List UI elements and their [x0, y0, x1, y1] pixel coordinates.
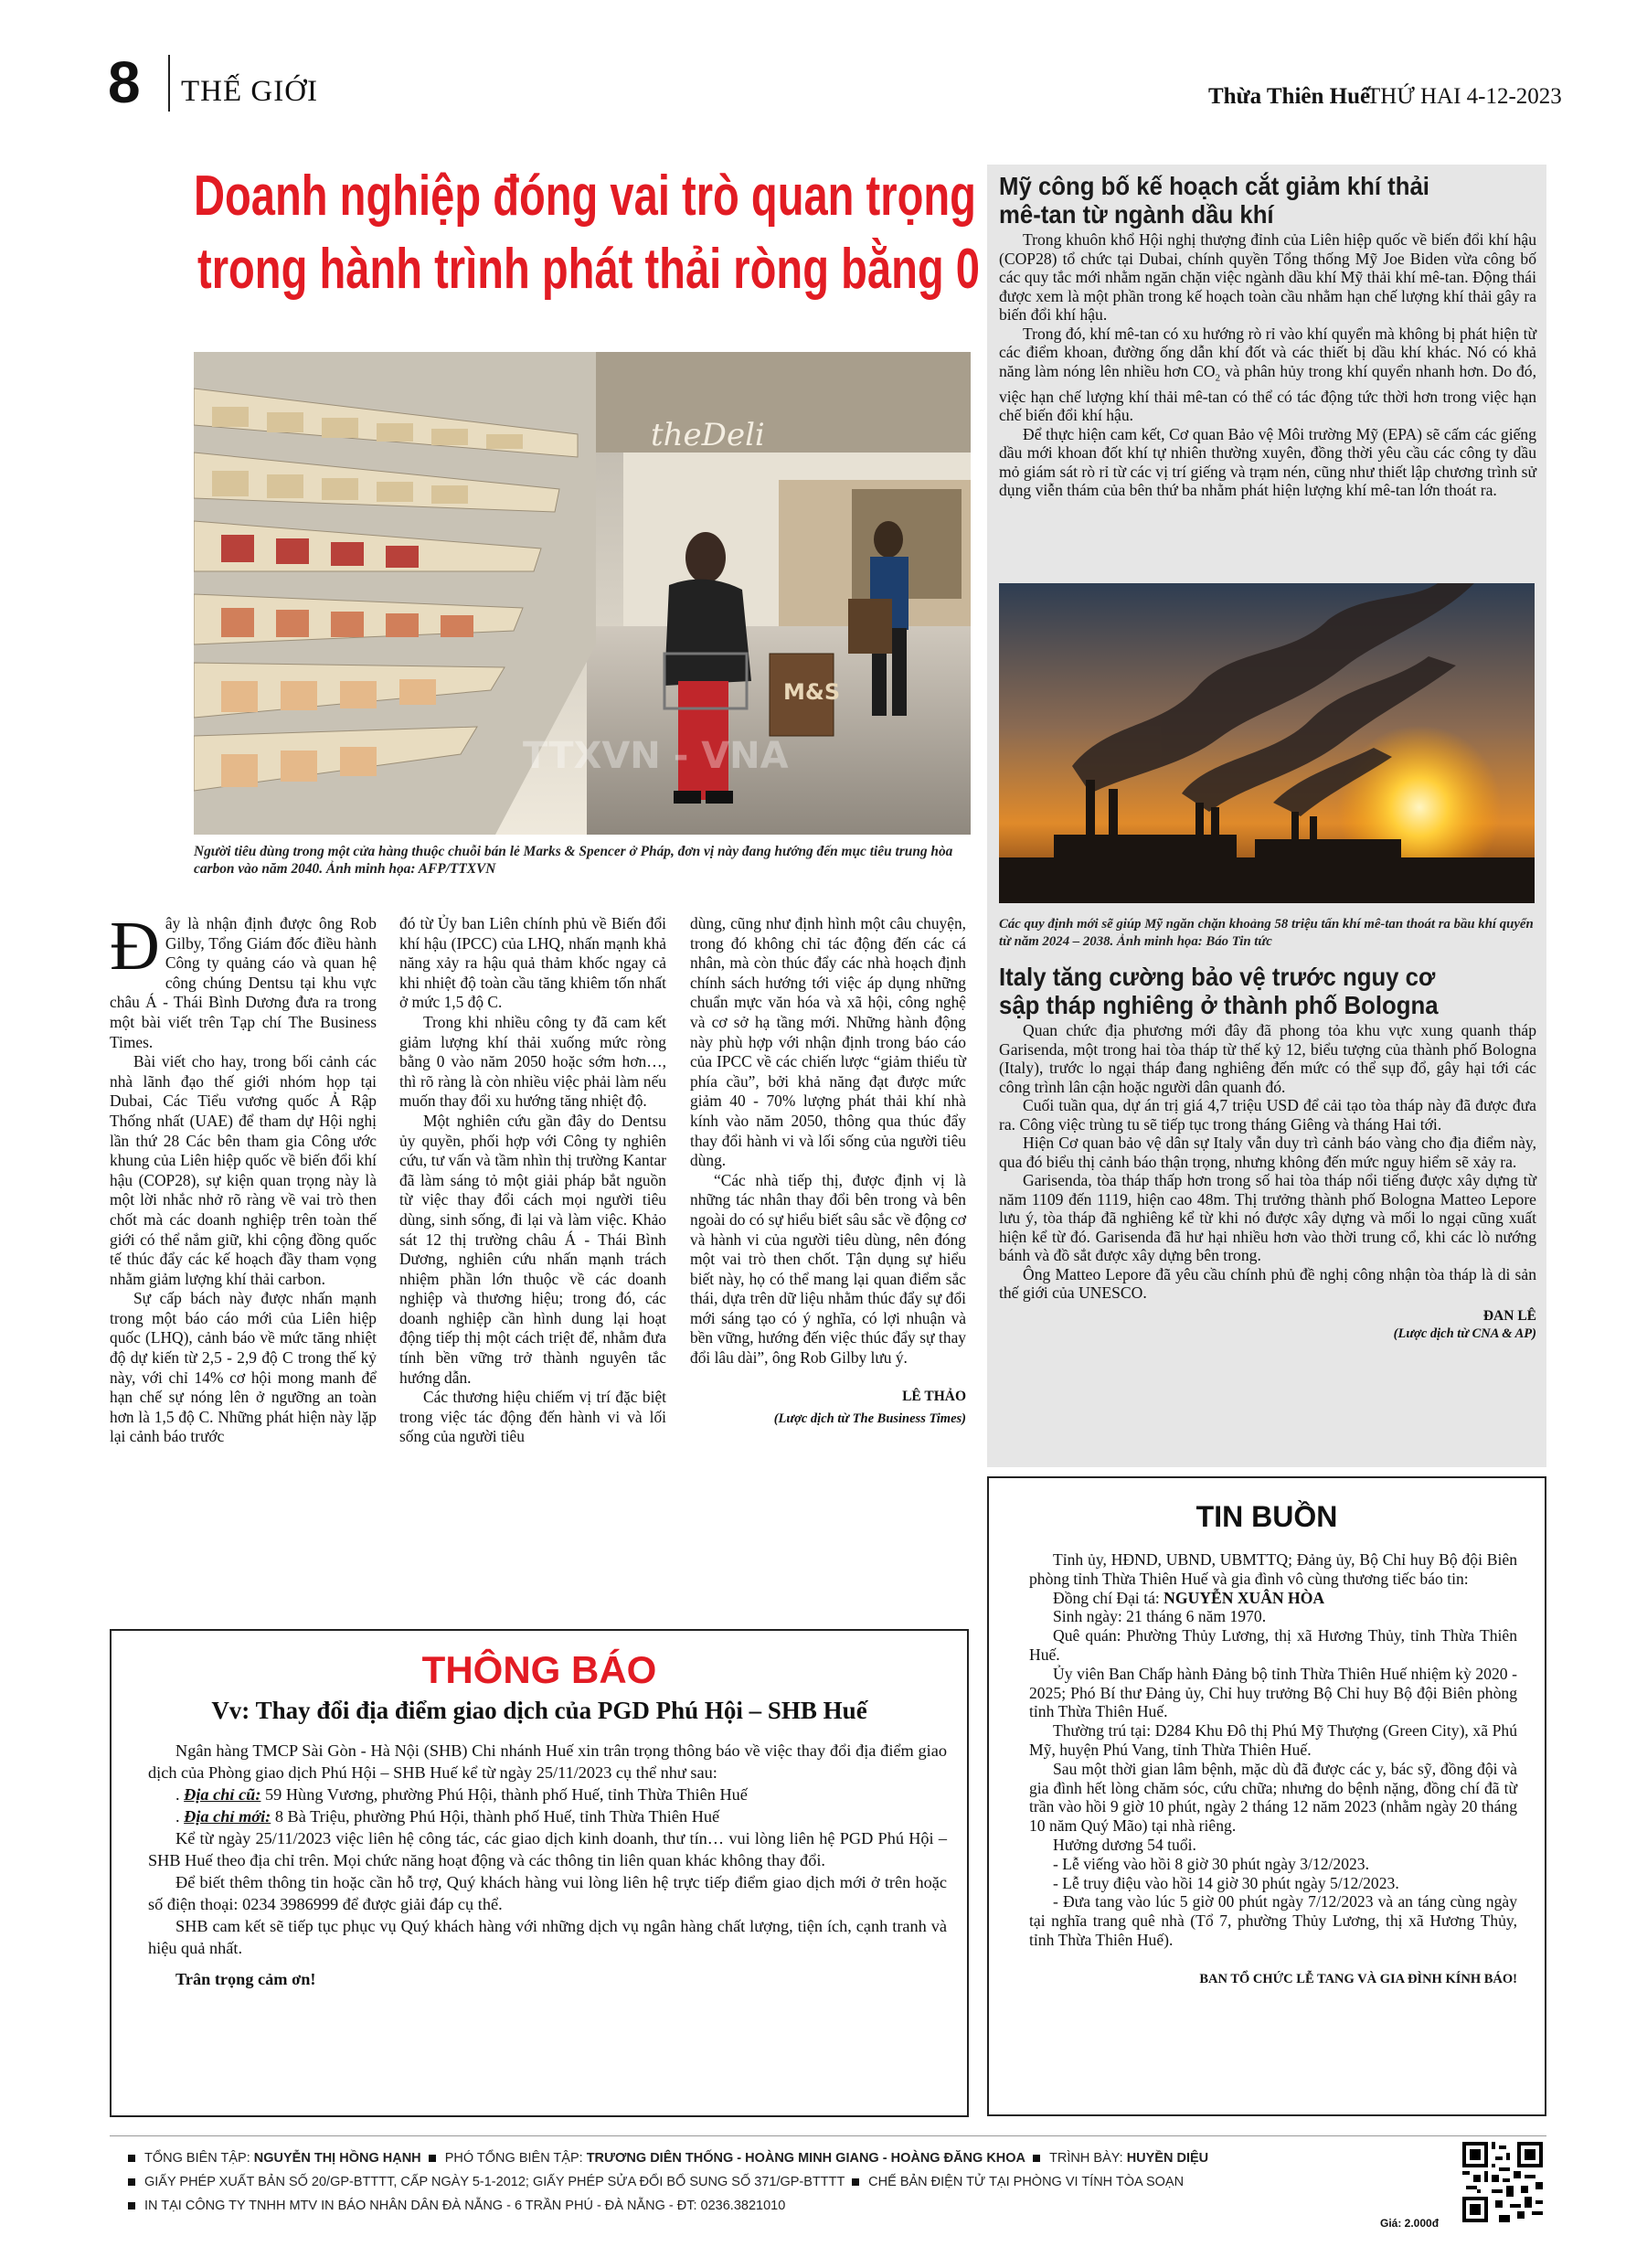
italy-paragraph: Cuối tuần qua, dự án trị giá 4,7 triệu USD để cải tạo tòa tháp này đã được đưa ra. Công việc trùng tu sẽ tiếp tục trong tháng Giêng và tháng Hai tới.: [999, 1096, 1536, 1134]
imprint-license: GIẤY PHÉP XUẤT BẢN SỐ 20/GP-BTTTT, CẤP NGÀY 5-1-2012; GIẤY PHÉP SỬA ĐỔI BỔ SUNG SỐ 371/GP-BTTTT CHẾ BẢN ĐIỆN TỬ TẠI PHÒNG VI TÍNH TÒA SOẠN: [128, 2173, 1184, 2191]
italy-paragraph: Ông Matteo Lepore đã yêu cầu chính phủ đề nghị công nhận tòa tháp là di sản thế giới của UNESCO.: [999, 1264, 1536, 1302]
notice-subtitle: Vv: Thay đổi địa điểm giao dịch của PGD Phú Hội – SHB Huế: [211, 1697, 867, 1724]
italy-author: ĐAN LÊ: [1482, 1307, 1536, 1324]
us-article: [999, 172, 1536, 500]
obituary-closing: BAN TỔ CHỨC LỄ TANG VÀ GIA ĐÌNH KÍNH BÁO!: [1199, 1971, 1517, 1986]
article-paragraph: Các thương hiệu chiếm vị trí đặc biệt trong việc tác động đến hành vi và lối sống của người tiêu: [399, 1388, 666, 1446]
obituary-line: Thường trú tại: D284 Khu Đô thị Phú Mỹ Thượng (Green City), xã Phú Mỹ, huyện Phú Vang, tỉnh Thừa Thiên Huế.: [1029, 1721, 1517, 1759]
obituary-box: [987, 1476, 1546, 2116]
article-paragraph: Bài viết cho hay, trong bối cảnh các nhà lãnh đạo thế giới nhóm họp tại Dubai, Các Tiểu vương quốc Ả Rập Thống nhất (UAE) để tham dự Hội nghị lần thứ 28 Các bên tham gia Công ước khung của Liên hiệp quốc về biến đổi khí hậu (COP28), sự kiện quan trọng này là một lời nhắc nhở rõ ràng về vai trò then chốt mà các doanh nghiệp trên toàn thế giới có thể nắm giữ, khi cộng đồng quốc tế thúc đẩy các kế hoạch đầy tham vọng nhằm giảm lượng khí thải carbon.: [110, 1052, 377, 1288]
obituary-line: - Lễ viếng vào hồi 8 giờ 30 phút ngày 3/12/2023.: [1053, 1854, 1369, 1873]
issue-date: THỨ HAI 4-12-2023: [1366, 84, 1562, 109]
obituary-line: Ủy viên Ban Chấp hành Đảng bộ tỉnh Thừa Thiên Huế nhiệm kỳ 2020 - 2025; Phó Bí thư Đảng ủy, Chỉ huy trưởng Bộ Chỉ huy Bộ đội Biên phòng tỉnh Thừa Thiên Huế.: [1029, 1664, 1517, 1721]
deli-sign: theDeli: [651, 417, 765, 453]
obituary-name-line: Đồng chí Đại tá: NGUYỄN XUÂN HÒA: [1053, 1588, 1325, 1607]
notice-paragraph: Ngân hàng TMCP Sài Gòn - Hà Nội (SHB) Chi nhánh Huế xin trân trọng thông báo về việc thay đổi địa điểm giao dịch của Phòng giao dịch Phú Hội – SHB Huế kể từ ngày 25/11/2023 cụ thể như sau:: [148, 1741, 947, 1782]
supermarket-illustration: [194, 352, 971, 835]
notice-paragraph: SHB cam kết sẽ tiếp tục phục vụ Quý khách hàng với những dịch vụ ngân hàng chất lượng, tiện ích, cạnh tranh và hiệu quả nhất.: [148, 1917, 947, 1957]
drop-cap: Đ: [110, 908, 160, 985]
italy-article-title-1: Italy tăng cường bảo vệ trước nguy cơ: [999, 963, 1436, 991]
notice-thanks: Trân trọng cảm ơn!: [175, 1970, 316, 1988]
italy-article: [999, 963, 1536, 1342]
price: Giá: 2.000đ: [1380, 2217, 1440, 2230]
masthead: Thừa Thiên Huế: [1208, 84, 1371, 109]
us-paragraph: Trong khuôn khổ Hội nghị thượng đỉnh của Liên hiệp quốc về biến đổi khí hậu (COP28) tổ chức tại Dubai, chính quyền Tổng thống Mỹ Joe Biden vừa công bố các quy tắc mới nhằm ngăn chặn việc ngành dầu khí Mỹ thải khí mê-tan. Động thái được xem là một phần trong kế hoạch toàn cầu nhằm hạn chế lượng khí thải gây ra biến đổi khí hậu.: [999, 230, 1536, 324]
obituary-line: Hưởng dương 54 tuổi.: [1053, 1835, 1196, 1854]
photo-watermark: TTXVN - VNA: [523, 735, 789, 777]
obituary-intro: Tỉnh ủy, HĐND, UBND, UBMTTQ; Đảng ủy, Bộ Chỉ huy Bộ đội Biên phòng tỉnh Thừa Thiên Huế và gia đình vô cùng thương tiếc báo tin:: [1029, 1550, 1517, 1588]
notice-title: THÔNG BÁO: [421, 1648, 657, 1691]
notice-old-address: . Địa chỉ cũ: 59 Hùng Vương, phường Phú Hội, thành phố Huế, tỉnh Thừa Thiên Huế: [175, 1785, 748, 1804]
notice-paragraph: Kể từ ngày 25/11/2023 việc liên hệ công tác, các giao dịch kinh doanh, thư tín… vui lòng liên hệ PGD Phú Hội – SHB Huế theo địa chỉ trên. Mọi chức năng hoạt động và các thông tin liên quan khác không thay đổi.: [148, 1829, 947, 1869]
obituary-line: Quê quán: Phường Thủy Lương, thị xã Hương Thủy, tỉnh Thừa Thiên Huế.: [1029, 1626, 1517, 1664]
imprint-staff: TỔNG BIÊN TẬP: NGUYỄN THỊ HỒNG HẠNH PHÓ TỔNG BIÊN TẬP: TRƯƠNG DIÊN THỐNG - HOÀNG MINH GIANG - HOÀNG ĐĂNG KHOA TRÌNH BÀY: HUYỀN DIỆU: [128, 2149, 1208, 2167]
header-divider: [168, 55, 170, 112]
italy-paragraph: Quan chức địa phương mới đây đã phong tỏa khu vực xung quanh tháp Garisenda, một trong hai tòa tháp từ thế kỷ 12, biểu tượng của thành phố Bologna (Italy), trước lo ngại tháp đang nghiêng đến mức có thể sụp đổ, gây hại tới các công trình lân cận hoặc người dân quanh đó.: [999, 1021, 1536, 1096]
section-title: THẾ GIỚI: [181, 75, 319, 108]
article-paragraph: Trong khi nhiều công ty đã cam kết giảm lượng khí thải xuống mức ròng bằng 0 vào năm 2050 hoặc sớm hơn…, thì rõ ràng là còn nhiều việc phải làm nếu muốn thay đổi xu hướng tăng nhiệt độ.: [399, 1012, 666, 1111]
obituary-name: NGUYỄN XUÂN HÒA: [1164, 1588, 1325, 1607]
obituary-line: Sinh ngày: 21 tháng 6 năm 1970.: [1053, 1607, 1267, 1626]
article-column-2: [399, 914, 666, 1447]
article-paragraph: đó từ Ủy ban Liên chính phủ về Biến đổi khí hậu (IPCC) của LHQ, nhấn mạnh khả năng xảy ra hậu quả thảm khốc ngay cả khi nhiệt độ toàn cầu tăng khiêm tốn nhất ở mức 1,5 độ C.: [399, 914, 666, 1012]
us-paragraph: Để thực hiện cam kết, Cơ quan Bảo vệ Môi trường Mỹ (EPA) sẽ cấm các giếng dầu mới khoan đốt khí tự nhiên thường xuyên, đồng thời yêu cầu các công ty dầu mỏ giám sát rò rỉ từ các vị trí giếng và trạm nén, cũng như thiết lập chương trình sử dụng viễn thám của bên thứ ba nhằm phát hiện lượng khí mê-tan lớn thoát ra.: [999, 424, 1536, 500]
obituary-line: - Lễ truy điệu vào hồi 14 giờ 30 phút ngày 5/12/2023.: [1053, 1873, 1399, 1892]
headline-line-1: Doanh nghiệp đóng vai trò quan trọng: [194, 165, 976, 228]
article-column-1: [110, 908, 377, 1447]
us-article-title-2: mê-tan từ ngành dầu khí: [999, 200, 1274, 229]
obituary-title: TIN BUỒN: [1195, 1500, 1338, 1533]
italy-source: (Lược dịch từ CNA & AP): [1393, 1326, 1536, 1341]
article-source: (Lược dịch từ The Business Times): [773, 1411, 966, 1427]
notice-new-address: . Địa chỉ mới: 8 Bà Triệu, phường Phú Hội, thành phố Huế, tỉnh Thừa Thiên Huế: [175, 1807, 720, 1826]
article-paragraph: Sự cấp bách này được nhấn mạnh trong một báo cáo mới của Liên hiệp quốc (LHQ), cảnh báo về mức tăng nhiệt độ dự kiến từ 2,5 - 2,9 độ C trong thế kỷ này, với chỉ 14% cơ hội mong manh để hạn chế sự nóng lên ở ngưỡng an toàn hơn là 1,5 độ C. Những phát hiện này lặp lại cảnh báo trước: [110, 1289, 377, 1446]
italy-paragraph: Garisenda, tòa tháp thấp hơn trong số hai tòa tháp nổi tiếng được xây dựng từ năm 1109 đến 1119, hiện cao 48m. Thị trưởng thành phố Bologna Matteo Lepore lưu ý, tòa tháp đã nghiêng kể từ khi nó được xây dựng và mối lo ngại cũng xuất hiện kể từ đó. Garisenda đã hư hại nhiều hơn vào thời trung cổ, khi các lò nướng bánh và đồ sắt được xây dựng bên trong.: [999, 1171, 1536, 1264]
article-column-3: [690, 914, 966, 1430]
main-photo-caption: Người tiêu dùng trong một cửa hàng thuộc chuỗi bán lẻ Marks & Spencer ở Pháp, đơn vị này đang hướng đến mục tiêu trung hòa carbon vào năm 2040. Ảnh minh họa: AFP/TTXVN: [194, 844, 953, 877]
italy-article-title-2: sập tháp nghiêng ở thành phố Bologna: [999, 991, 1439, 1019]
article-paragraph: Một nghiên cứu gần đây do Dentsu ủy quyền, phối hợp với Công ty nghiên cứu, tư vấn và tầm nhìn thị trường Kantar đã làm sáng tỏ một giải pháp bắt nguồn từ việc thay đổi cách mọi người tiêu dùng, sinh sống, đi lại và làm việc. Khảo sát 12 thị trường châu Á - Thái Bình Dương, nghiên cứu nhấn mạnh trách nhiệm phần lớn thuộc về các doanh nghiệp và thương hiệu; trong đó, các doanh nghiệp cần hình dung lại hoạt động tiếp thị một cách triệt để, nhằm đưa tính bền vững trở thành nguyên tắc hướng dẫn.: [399, 1111, 666, 1387]
qr-code: [1462, 2142, 1543, 2222]
smokestack-caption: Các quy định mới sẽ giúp Mỹ ngăn chặn khoảng 58 triệu tấn khí mê-tan thoát ra bầu khí quyển từ năm 2024 – 2038. Ảnh minh họa: Báo Tin tức: [999, 917, 1534, 949]
sunset-smokestacks-illustration: [999, 583, 1535, 903]
notice-paragraph: Để biết thêm thông tin hoặc cần hỗ trợ, Quý khách hàng vui lòng liên hệ trực tiếp điểm giao dịch mới ở trên hoặc số điện thoại: 0234 3986999 để được giải đáp cụ thể.: [148, 1873, 947, 1913]
headline-line-2: trong hành trình phát thải ròng bằng 0: [197, 238, 980, 301]
main-photo: [194, 352, 971, 835]
imprint-footer: [110, 2135, 1546, 2237]
us-paragraph: Trong đó, khí mê-tan có xu hướng rò rỉ vào khí quyển mà không bị phát hiện từ các điểm khoan, đường ống dẫn khí đốt và các thiết bị dầu khí khác. Nó có khả năng làm nóng lên nhiều hơn $CO_2$ và phân hủy trong khí quyển nhanh hơn. Do đó, việc hạn chế lượng khí thải mê-tan có thể có tác động tức thời hơn trong việc hạn chế biến đổi khí hậu.: [999, 324, 1536, 425]
italy-paragraph: Hiện Cơ quan bảo vệ dân sự Italy vẫn duy trì cảnh báo vàng cho địa điểm này, qua đó biểu thị cảnh báo thận trọng, nhưng không đến mức nguy hiểm sẽ xảy ra.: [999, 1134, 1536, 1171]
ms-bag-label: M&S: [783, 679, 841, 705]
page-header: [0, 0, 1647, 146]
imprint-printer: IN TẠI CÔNG TY TNHH MTV IN BÁO NHÂN DÂN ĐÀ NẴNG - 6 TRẦN PHÚ - ĐÀ NẴNG - ĐT: 0236.3821010: [128, 2197, 785, 2215]
us-article-title-1: Mỹ công bố kế hoạch cắt giảm khí thải: [999, 172, 1429, 200]
article-author: LÊ THẢO: [902, 1388, 966, 1404]
smokestack-photo: [999, 583, 1535, 903]
obituary-line: Sau một thời gian lâm bệnh, mặc dù đã được các y, bác sỹ, đồng đội và gia đình hết lòng chăm sóc, cứu chữa; nhưng do bệnh nặng, đồng chí đã từ trần vào hồi 9 giờ 10 phút, ngày 2 tháng 12 năm 2023 (nhằm ngày 20 tháng 10 năm Quý Mão) tại nhà riêng.: [1029, 1759, 1517, 1836]
main-headline: [194, 160, 998, 306]
article-paragraph: “Các nhà tiếp thị, được định vị là những tác nhân thay đổi bên trong và bên ngoài do có sự hiểu biết sâu sắc về động cơ và hành vi của người tiêu dùng, nên đóng một vai trò then chốt. Tận dụng sự hiểu biết này, họ có thể mang lại quan điểm sắc thái, dựa trên dữ liệu nhằm thúc đẩy sự đổi mới sáng tạo có ý nghĩa, có lợi nhuận và bền vững, hướng đến việc thúc đẩy sự thay đổi lâu dài”, ông Rob Gilby lưu ý.: [690, 1170, 966, 1368]
obituary-line: - Đưa tang vào lúc 5 giờ 00 phút ngày 7/12/2023 và an táng cùng ngày tại nghĩa trang quê nhà (Tổ 7, phường Thủy Lương, thị xã Hương Thủy, tỉnh Thừa Thiên Huế).: [1029, 1892, 1517, 1949]
article-paragraph: ây là nhận định được ông Rob Gilby, Tổng Giám đốc điều hành Công ty quảng cáo và quan hệ công chúng Dentsu tại khu vực châu Á - Thái Bình Dương đưa ra trong một bài viết trên Tạp chí The Business Times.: [110, 914, 377, 1051]
article-paragraph: dùng, cũng như định hình một câu chuyện, trong đó không chỉ tác động đến các cá nhân, mà còn thúc đẩy các nhà hoạch định chính sách hướng tới việc áp dụng những chuẩn mực văn hóa và xã hội, công nghệ và cơ sở hạ tầng mới. Những hành động này phù hợp với nhận định trong báo cáo của IPCC về các chiến lược “giảm thiểu từ phía cầu”, bởi khả năng đạt được mức giảm 40 - 70% lượng phát thải khí nhà kính vào năm 2050, thông qua thúc đẩy thay đổi hành vi và lối sống của người tiêu dùng.: [690, 914, 966, 1170]
page-number: 8: [108, 49, 141, 115]
bank-notice-box: [110, 1629, 969, 2117]
